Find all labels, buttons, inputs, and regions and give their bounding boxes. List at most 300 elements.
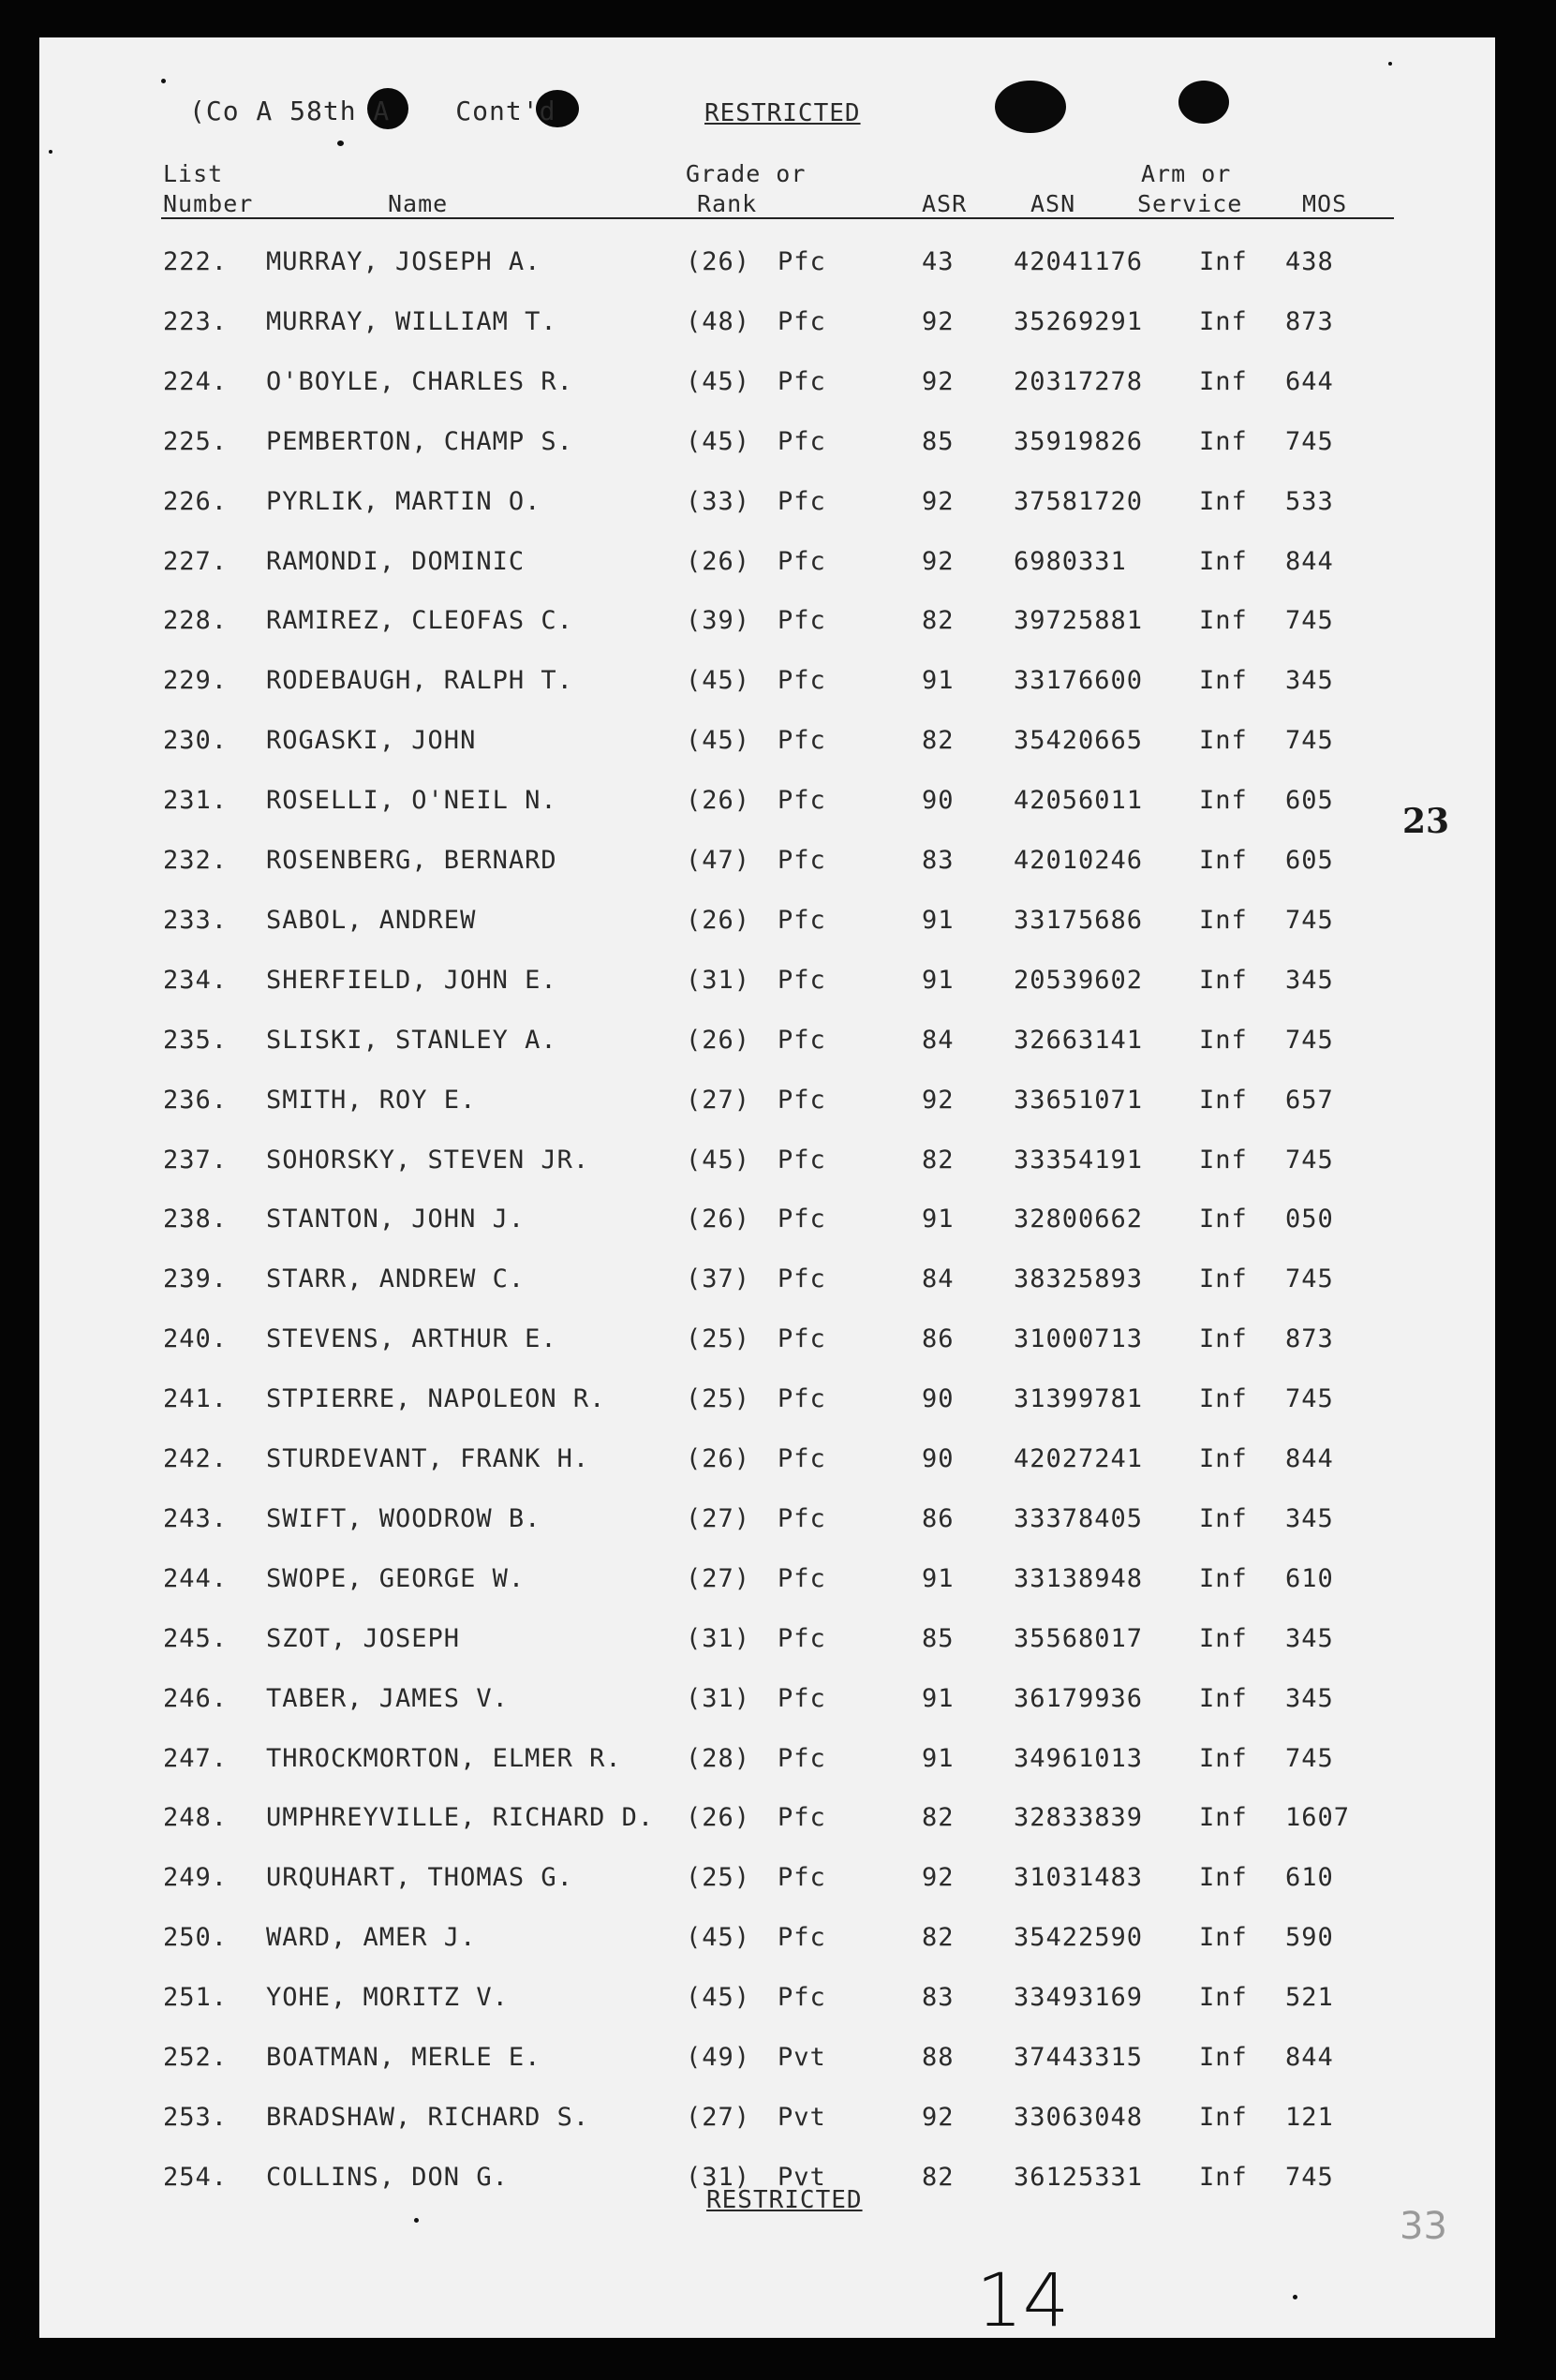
cell-asr: 92	[922, 2103, 955, 2132]
cell-num: 230.	[163, 726, 229, 755]
cell-grade: (25)	[686, 1384, 751, 1413]
cell-num: 232.	[163, 846, 229, 875]
cell-grade: (27)	[686, 1086, 751, 1115]
cell-name: PEMBERTON, CHAMP S.	[266, 427, 573, 456]
cell-asn: 20317278	[1014, 367, 1144, 396]
header-asr: ASR	[922, 190, 968, 217]
cell-num: 222.	[163, 247, 229, 276]
cell-mos: 644	[1285, 367, 1334, 396]
cell-arm: Inf	[1199, 846, 1248, 875]
cell-name: THROCKMORTON, ELMER R.	[266, 1744, 622, 1773]
cell-mos: 745	[1285, 606, 1334, 635]
table-row	[39, 1205, 1495, 1242]
table-row	[39, 1923, 1495, 1960]
cell-mos: 745	[1285, 1744, 1334, 1773]
cell-arm: Inf	[1199, 2163, 1248, 2192]
cell-num: 224.	[163, 367, 229, 396]
cell-mos: 844	[1285, 1444, 1334, 1473]
cell-rank: Pfc	[778, 846, 826, 875]
cell-rank: Pfc	[778, 1863, 826, 1892]
cell-asn: 31399781	[1014, 1384, 1144, 1413]
cell-name: STARR, ANDREW C.	[266, 1264, 526, 1293]
table-row	[39, 1264, 1495, 1302]
cell-rank: Pfc	[778, 247, 826, 276]
cell-mos: 657	[1285, 1086, 1334, 1115]
cell-asn: 33378405	[1014, 1504, 1144, 1533]
cell-mos: 610	[1285, 1564, 1334, 1593]
cell-num: 231.	[163, 786, 229, 815]
header-arm-service	[1137, 159, 1242, 219]
cell-rank: Pfc	[778, 1923, 826, 1952]
cell-asn: 31031483	[1014, 1863, 1144, 1892]
cell-grade: (39)	[686, 606, 751, 635]
cell-arm: Inf	[1199, 1444, 1248, 1473]
cell-name: MURRAY, JOSEPH A.	[266, 247, 541, 276]
cell-asn: 6980331	[1014, 547, 1127, 576]
cell-mos: 745	[1285, 1264, 1334, 1293]
table-row	[39, 2043, 1495, 2080]
cell-rank: Pfc	[778, 1146, 826, 1175]
cell-asr: 86	[922, 1504, 955, 1533]
speck	[49, 150, 52, 154]
cell-grade: (45)	[686, 726, 751, 755]
cell-asn: 42010246	[1014, 846, 1144, 875]
cell-grade: (26)	[686, 1444, 751, 1473]
cell-rank: Pfc	[778, 966, 826, 995]
cell-asn: 36125331	[1014, 2163, 1144, 2192]
cell-mos: 345	[1285, 666, 1334, 695]
cell-name: SABOL, ANDREW	[266, 906, 477, 935]
cell-num: 228.	[163, 606, 229, 635]
cell-asr: 85	[922, 427, 955, 456]
cell-name: SHERFIELD, JOHN E.	[266, 966, 557, 995]
cell-rank: Pfc	[778, 1744, 826, 1773]
cell-asr: 91	[922, 1744, 955, 1773]
cell-arm: Inf	[1199, 786, 1248, 815]
cell-arm: Inf	[1199, 1504, 1248, 1533]
cell-name: STEVENS, ARTHUR E.	[266, 1324, 557, 1353]
table-row	[39, 1504, 1495, 1542]
table-row	[39, 1384, 1495, 1422]
cell-num: 244.	[163, 1564, 229, 1593]
cell-num: 247.	[163, 1744, 229, 1773]
cell-rank: Pfc	[778, 547, 826, 576]
cell-asn: 33354191	[1014, 1146, 1144, 1175]
cell-arm: Inf	[1199, 547, 1248, 576]
cell-asr: 90	[922, 1384, 955, 1413]
cell-grade: (26)	[686, 1803, 751, 1832]
cell-asn: 35919826	[1014, 427, 1144, 456]
cell-asr: 82	[922, 1146, 955, 1175]
cell-grade: (31)	[686, 2163, 751, 2192]
cell-asn: 33175686	[1014, 906, 1144, 935]
cell-asr: 91	[922, 666, 955, 695]
cell-rank: Pfc	[778, 1684, 826, 1713]
cell-name: STANTON, JOHN J.	[266, 1205, 526, 1234]
cell-rank: Pfc	[778, 786, 826, 815]
cell-num: 253.	[163, 2103, 229, 2132]
document-page	[39, 37, 1495, 2343]
cell-asr: 91	[922, 1684, 955, 1713]
cell-rank: Pfc	[778, 1564, 826, 1593]
cell-arm: Inf	[1199, 1744, 1248, 1773]
cell-mos: 345	[1285, 1624, 1334, 1653]
cell-name: SLISKI, STANLEY A.	[266, 1026, 557, 1055]
table-row	[39, 1863, 1495, 1900]
speck	[1293, 2295, 1297, 2299]
cell-grade: (49)	[686, 2043, 751, 2072]
cell-name: YOHE, MORITZ V.	[266, 1983, 509, 2012]
cell-num: 254.	[163, 2163, 229, 2192]
table-row	[39, 2103, 1495, 2140]
cell-mos: 745	[1285, 2163, 1334, 2192]
cell-asn: 33493169	[1014, 1983, 1144, 2012]
cell-name: MURRAY, WILLIAM T.	[266, 307, 557, 336]
cell-arm: Inf	[1199, 1205, 1248, 1234]
cell-num: 252.	[163, 2043, 229, 2072]
cell-num: 242.	[163, 1444, 229, 1473]
cell-name: BRADSHAW, RICHARD S.	[266, 2103, 590, 2132]
cell-mos: 873	[1285, 1324, 1334, 1353]
table-row	[39, 487, 1495, 525]
cell-grade: (45)	[686, 1923, 751, 1952]
cell-asr: 92	[922, 307, 955, 336]
cell-num: 245.	[163, 1624, 229, 1653]
cell-asn: 33063048	[1014, 2103, 1144, 2132]
cell-num: 238.	[163, 1205, 229, 1234]
table-row	[39, 367, 1495, 405]
cell-num: 240.	[163, 1324, 229, 1353]
cell-grade: (45)	[686, 666, 751, 695]
cell-asr: 82	[922, 2163, 955, 2192]
cell-num: 235.	[163, 1026, 229, 1055]
cell-arm: Inf	[1199, 726, 1248, 755]
cell-num: 249.	[163, 1863, 229, 1892]
header-service-label: Service	[1137, 190, 1243, 217]
cell-rank: Pvt	[778, 2043, 826, 2072]
table-row	[39, 307, 1495, 345]
cell-asn: 35422590	[1014, 1923, 1144, 1952]
table-row	[39, 666, 1495, 703]
cell-arm: Inf	[1199, 2103, 1248, 2132]
cell-mos: 605	[1285, 846, 1334, 875]
cell-name: SOHORSKY, STEVEN JR.	[266, 1146, 590, 1175]
table-row	[39, 1086, 1495, 1123]
cell-name: UMPHREYVILLE, RICHARD D.	[266, 1803, 655, 1832]
cell-name: RAMONDI, DOMINIC	[266, 547, 526, 576]
cell-grade: (27)	[686, 2103, 751, 2132]
cell-rank: Pfc	[778, 1026, 826, 1055]
cell-asr: 83	[922, 1983, 955, 2012]
cell-arm: Inf	[1199, 666, 1248, 695]
cell-asn: 36179936	[1014, 1684, 1144, 1713]
cell-grade: (37)	[686, 1264, 751, 1293]
cell-mos: 050	[1285, 1205, 1334, 1234]
cell-name: URQUHART, THOMAS G.	[266, 1863, 573, 1892]
table-row	[39, 547, 1495, 584]
cell-grade: (45)	[686, 1146, 751, 1175]
cell-rank: Pfc	[778, 1444, 826, 1473]
cell-rank: Pfc	[778, 487, 826, 516]
speck	[1388, 62, 1392, 66]
header-list-number	[163, 159, 253, 219]
cell-mos: 745	[1285, 1384, 1334, 1413]
cell-num: 225.	[163, 427, 229, 456]
cell-name: COLLINS, DON G.	[266, 2163, 509, 2192]
cell-asr: 90	[922, 786, 955, 815]
cell-mos: 844	[1285, 547, 1334, 576]
table-row	[39, 1444, 1495, 1482]
margin-number: 23	[1402, 802, 1450, 841]
cell-rank: Pfc	[778, 1624, 826, 1653]
cell-asr: 82	[922, 726, 955, 755]
cell-asn: 31000713	[1014, 1324, 1144, 1353]
cell-asn: 33651071	[1014, 1086, 1144, 1115]
cell-asn: 34961013	[1014, 1744, 1144, 1773]
cell-mos: 873	[1285, 307, 1334, 336]
cell-arm: Inf	[1199, 1086, 1248, 1115]
cell-grade: (48)	[686, 307, 751, 336]
cell-num: 239.	[163, 1264, 229, 1293]
cell-arm: Inf	[1199, 1983, 1248, 2012]
cell-name: RAMIREZ, CLEOFAS C.	[266, 606, 573, 635]
cell-arm: Inf	[1199, 367, 1248, 396]
cell-arm: Inf	[1199, 247, 1248, 276]
cell-asr: 82	[922, 606, 955, 635]
cell-rank: Pfc	[778, 1324, 826, 1353]
cell-arm: Inf	[1199, 1146, 1248, 1175]
cell-grade: (26)	[686, 547, 751, 576]
cell-name: STURDEVANT, FRANK H.	[266, 1444, 590, 1473]
cell-grade: (33)	[686, 487, 751, 516]
cell-grade: (31)	[686, 966, 751, 995]
table-row	[39, 247, 1495, 285]
table-row	[39, 1624, 1495, 1662]
cell-rank: Pfc	[778, 427, 826, 456]
header-grade-rank	[686, 159, 806, 219]
company-heading-cont: Cont'd	[455, 96, 556, 126]
cell-asr: 82	[922, 1803, 955, 1832]
cell-asr: 90	[922, 1444, 955, 1473]
table-row	[39, 1026, 1495, 1063]
cell-rank: Pfc	[778, 666, 826, 695]
cell-asr: 85	[922, 1624, 955, 1653]
cell-arm: Inf	[1199, 427, 1248, 456]
cell-arm: Inf	[1199, 307, 1248, 336]
cell-name: STPIERRE, NAPOLEON R.	[266, 1384, 606, 1413]
table-row	[39, 966, 1495, 1003]
cell-asr: 91	[922, 966, 955, 995]
cell-mos: 844	[1285, 2043, 1334, 2072]
cell-arm: Inf	[1199, 1624, 1248, 1653]
cell-num: 251.	[163, 1983, 229, 2012]
cell-num: 233.	[163, 906, 229, 935]
cell-num: 229.	[163, 666, 229, 695]
cell-mos: 345	[1285, 1684, 1334, 1713]
table-row	[39, 1684, 1495, 1722]
cell-rank: Pfc	[778, 606, 826, 635]
cell-name: O'BOYLE, CHARLES R.	[266, 367, 573, 396]
cell-asr: 92	[922, 547, 955, 576]
cell-name: WARD, AMER J.	[266, 1923, 477, 1952]
cell-rank: Pfc	[778, 1803, 826, 1832]
cell-asn: 35568017	[1014, 1624, 1144, 1653]
cell-rank: Pfc	[778, 367, 826, 396]
cell-arm: Inf	[1199, 1384, 1248, 1413]
table-row	[39, 1803, 1495, 1840]
punch-hole-far-right	[1178, 81, 1229, 124]
header-list-label: List	[163, 160, 224, 187]
speck	[161, 79, 166, 83]
table-row	[39, 606, 1495, 643]
cell-mos: 345	[1285, 966, 1334, 995]
cell-rank: Pfc	[778, 307, 826, 336]
cell-name: ROSENBERG, BERNARD	[266, 846, 557, 875]
cell-arm: Inf	[1199, 2043, 1248, 2072]
handwritten-page-number: 14	[976, 2259, 1070, 2343]
cell-grade: (45)	[686, 367, 751, 396]
punch-hole-right	[995, 81, 1066, 133]
cell-name: ROGASKI, JOHN	[266, 726, 477, 755]
header-number-label: Number	[163, 190, 254, 217]
cell-rank: Pfc	[778, 1384, 826, 1413]
cell-rank: Pfc	[778, 1504, 826, 1533]
cell-mos: 745	[1285, 427, 1334, 456]
cell-asn: 37581720	[1014, 487, 1144, 516]
cell-arm: Inf	[1199, 966, 1248, 995]
company-heading-text: (Co A 58th A	[189, 96, 391, 126]
cell-grade: (27)	[686, 1564, 751, 1593]
cell-asn: 32800662	[1014, 1205, 1144, 1234]
cell-asn: 20539602	[1014, 966, 1144, 995]
cell-asn: 32833839	[1014, 1803, 1144, 1832]
cell-num: 237.	[163, 1146, 229, 1175]
cell-asr: 91	[922, 1205, 955, 1234]
company-heading	[189, 96, 556, 126]
cell-mos: 745	[1285, 726, 1334, 755]
header-mos: MOS	[1302, 190, 1348, 217]
cell-grade: (31)	[686, 1624, 751, 1653]
table-row	[39, 1564, 1495, 1602]
cell-asn: 38325893	[1014, 1264, 1144, 1293]
cell-rank: Pfc	[778, 1983, 826, 2012]
cell-asn: 33176600	[1014, 666, 1144, 695]
cell-grade: (26)	[686, 906, 751, 935]
cell-asn: 42056011	[1014, 786, 1144, 815]
cell-asr: 92	[922, 367, 955, 396]
cell-asn: 37443315	[1014, 2043, 1144, 2072]
cell-rank: Pvt	[778, 2103, 826, 2132]
cell-arm: Inf	[1199, 1264, 1248, 1293]
table-row	[39, 1324, 1495, 1362]
cell-rank: Pfc	[778, 1205, 826, 1234]
cell-mos: 745	[1285, 906, 1334, 935]
cell-name: PYRLIK, MARTIN O.	[266, 487, 541, 516]
cell-asn: 39725881	[1014, 606, 1144, 635]
cell-grade: (26)	[686, 247, 751, 276]
cell-grade: (28)	[686, 1744, 751, 1773]
cell-name: SZOT, JOSEPH	[266, 1624, 461, 1653]
cell-asr: 92	[922, 487, 955, 516]
header-rank-label: Rank	[697, 190, 758, 217]
cell-num: 226.	[163, 487, 229, 516]
cell-name: SWIFT, WOODROW B.	[266, 1504, 541, 1533]
table-row	[39, 1744, 1495, 1781]
cell-asn: 32663141	[1014, 1026, 1144, 1055]
header-name: Name	[388, 190, 449, 217]
cell-name: SMITH, ROY E.	[266, 1086, 477, 1115]
cell-grade: (26)	[686, 1205, 751, 1234]
cell-grade: (26)	[686, 1026, 751, 1055]
table-row	[39, 1983, 1495, 2020]
cell-asn: 35420665	[1014, 726, 1144, 755]
cell-arm: Inf	[1199, 1863, 1248, 1892]
cell-asr: 84	[922, 1026, 955, 1055]
cell-mos: 345	[1285, 1504, 1334, 1533]
cell-rank: Pfc	[778, 1264, 826, 1293]
cell-arm: Inf	[1199, 906, 1248, 935]
cell-mos: 745	[1285, 1026, 1334, 1055]
cell-asr: 43	[922, 247, 955, 276]
cell-arm: Inf	[1199, 1923, 1248, 1952]
cell-asr: 92	[922, 1086, 955, 1115]
speck	[337, 140, 344, 146]
table-row	[39, 906, 1495, 943]
table-row	[39, 427, 1495, 465]
cell-rank: Pfc	[778, 906, 826, 935]
cell-mos: 610	[1285, 1863, 1334, 1892]
cell-mos: 121	[1285, 2103, 1334, 2132]
table-row	[39, 846, 1495, 883]
cell-grade: (25)	[686, 1863, 751, 1892]
cell-grade: (27)	[686, 1504, 751, 1533]
cell-arm: Inf	[1199, 1026, 1248, 1055]
cell-mos: 605	[1285, 786, 1334, 815]
cell-rank: Pfc	[778, 1086, 826, 1115]
cell-grade: (31)	[686, 1684, 751, 1713]
cell-num: 223.	[163, 307, 229, 336]
cell-grade: (25)	[686, 1324, 751, 1353]
cell-name: ROSELLI, O'NEIL N.	[266, 786, 557, 815]
cell-grade: (45)	[686, 1983, 751, 2012]
table-row	[39, 726, 1495, 763]
cell-arm: Inf	[1199, 487, 1248, 516]
cell-num: 250.	[163, 1923, 229, 1952]
cell-mos: 438	[1285, 247, 1334, 276]
cell-name: RODEBAUGH, RALPH T.	[266, 666, 573, 695]
pencil-annotation: 33	[1400, 2205, 1447, 2248]
cell-arm: Inf	[1199, 1324, 1248, 1353]
cell-name: BOATMAN, MERLE E.	[266, 2043, 541, 2072]
header-grade-label: Grade or	[686, 160, 807, 187]
cell-mos: 1607	[1285, 1803, 1351, 1832]
cell-name: SWOPE, GEORGE W.	[266, 1564, 526, 1593]
cell-asn: 33138948	[1014, 1564, 1144, 1593]
cell-asr: 82	[922, 1923, 955, 1952]
cell-asn: 42041176	[1014, 247, 1144, 276]
cell-num: 243.	[163, 1504, 229, 1533]
cell-arm: Inf	[1199, 1803, 1248, 1832]
cell-num: 241.	[163, 1384, 229, 1413]
header-asn: ASN	[1030, 190, 1076, 217]
cell-mos: 745	[1285, 1146, 1334, 1175]
cell-rank: Pfc	[778, 726, 826, 755]
cell-arm: Inf	[1199, 1684, 1248, 1713]
table-row	[39, 786, 1495, 823]
cell-mos: 590	[1285, 1923, 1334, 1952]
cell-name: TABER, JAMES V.	[266, 1684, 509, 1713]
speck	[414, 2218, 419, 2223]
